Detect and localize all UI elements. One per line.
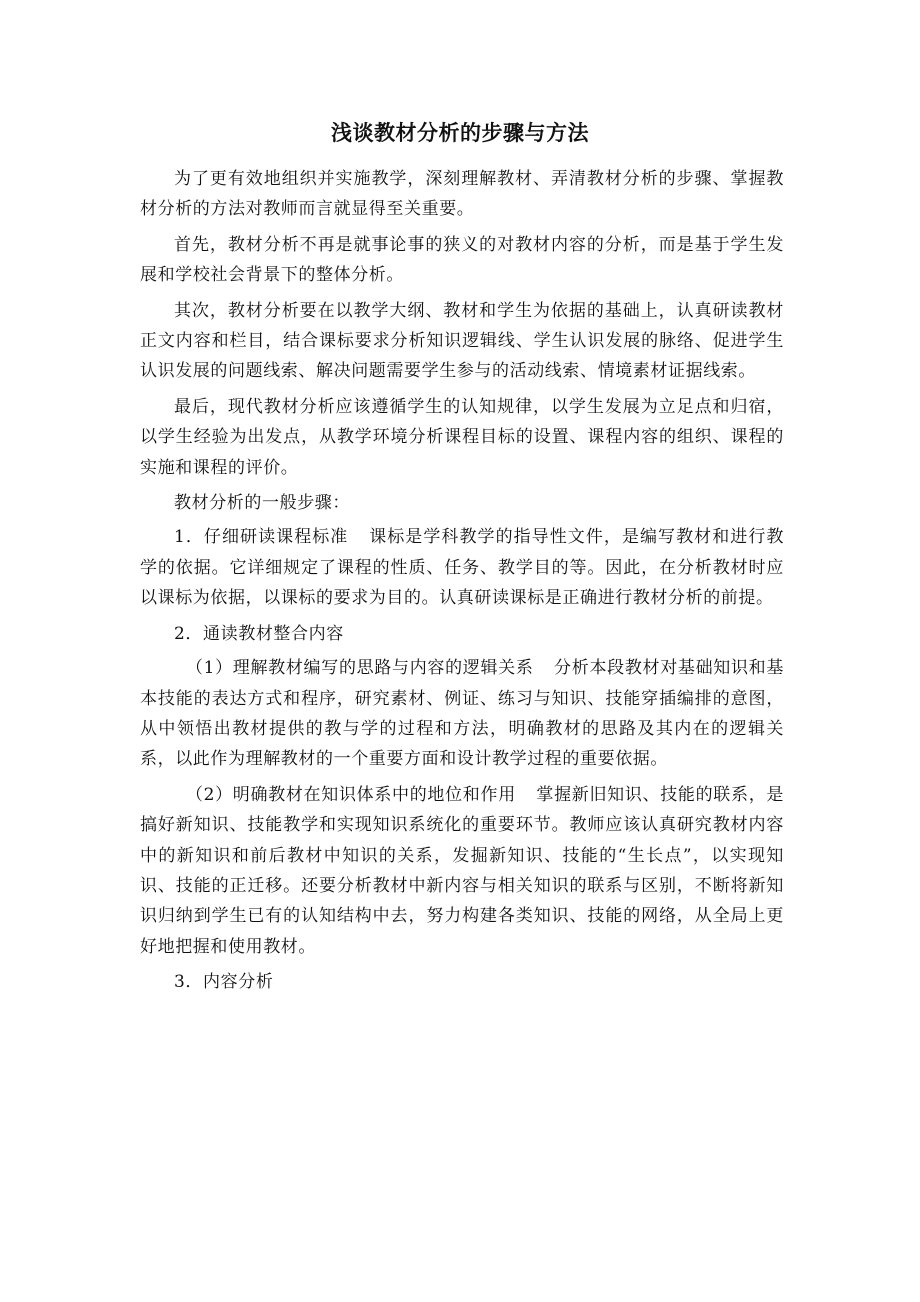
step-2-item-2-paragraph [140, 780, 784, 962]
second-point-paragraph: 其次，教材分析要在以教学大纲、教材和学生为依据的基础上，认真研读教材正文内容和栏目，结合课标要求分析知识逻辑线、学生认识发展的脉络、促进学生认识发展的问题线索、解决问题需要学生参与的活动线索、情境素材证据线索。 [140, 300, 784, 382]
step-1-heading: 1．仔细研读课程标准 [174, 527, 349, 548]
final-point-paragraph: 最后，现代教材分析应该遵循学生的认知规律，以学生发展为立足点和归宿，以学生经验为出发点，从教学环境分析课程目标的设置、课程内容的组织、课程的实施和课程的评价。 [140, 396, 784, 478]
step-2-item-2-heading: （2）明确教材在知识体系中的地位和作用 [185, 784, 516, 805]
steps-intro-paragraph: 教材分析的一般步骤： [174, 493, 350, 514]
document-body [140, 164, 784, 1003]
intro-paragraph: 为了更有效地组织并实施教学，深刻理解教材、弄清教材分析的步骤、掌握教材分析的方法对教师而言就显得至关重要。 [140, 169, 784, 220]
step-1-paragraph [140, 522, 784, 613]
step-2-item-1-paragraph [140, 653, 784, 775]
first-point-paragraph: 首先，教材分析不再是就事论事的狭义的对教材内容的分析，而是基于学生发展和学校社会背景下的整体分析。 [140, 234, 784, 286]
step-2-item-2-text: 掌握新旧知识、技能的联系，是搞好新知识、技能教学和实现知识系统化的重要环节。教师应该认真研究教材内容中的新知识和前后教材中知识的关系，发掘新知识、技能的“生长点”，以实现知识、技能的正迁移。还要分析教材中新内容与相关知识的联系与区别，不断将新知识归纳到学生已有的认知结构中去，努力构建各类知识、技能的网络，从全局上更好地把握和使用教材。 [140, 784, 784, 957]
step-2-item-1-heading: （1）理解教材编写的思路与内容的逻辑关系 [185, 658, 534, 679]
document-title: 浅谈教材分析的步骤与方法 [331, 120, 589, 145]
step-1-text: 课标是学科教学的指导性文件，是编写教材和进行教学的依据。它详细规定了课程的性质、任务、教学目的等。因此，在分析教材时应以课标为依据，以课标的要求为目的。认真研读课标是正确进行教材分析的前提。 [140, 527, 784, 609]
step-2-heading: 2．通读教材整合内容 [174, 623, 344, 644]
step-3-heading: 3．内容分析 [174, 972, 274, 993]
step-2-item-1-text: 分析本段教材对基础知识和基本技能的表达方式和程序，研究素材、例证、练习与知识、技能穿插编排的意图，从中领悟出教材提供的教与学的过程和方法，明确教材的思路及其内在的逻辑关系，以此作为理解教材的一个重要方面和设计教学过程的重要依据。 [140, 658, 784, 770]
